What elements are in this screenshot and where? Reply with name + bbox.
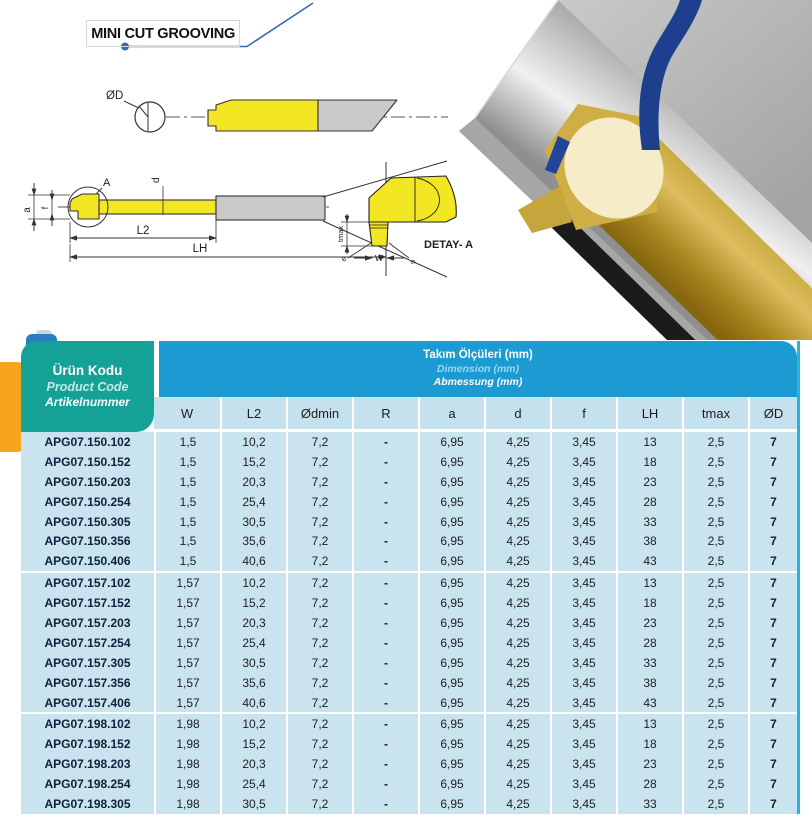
value-cell: 2,5 [682, 774, 748, 794]
value-cell: 20,3 [220, 754, 286, 774]
value-cell: 7,2 [286, 714, 352, 734]
value-cell: 7,2 [286, 512, 352, 532]
value-cell: 7,2 [286, 653, 352, 673]
value-cell: 6,95 [418, 794, 484, 814]
value-cell: - [352, 693, 418, 715]
value-cell: 43 [616, 551, 682, 573]
value-cell: 25,4 [220, 633, 286, 653]
product-code-cell: APG07.150.254 [21, 492, 154, 512]
value-cell: - [352, 653, 418, 673]
value-cell: 6,95 [418, 531, 484, 551]
column-header: tmax [682, 397, 748, 432]
product-code-cell: APG07.198.152 [21, 734, 154, 754]
table-row [21, 432, 797, 452]
value-cell: 3,45 [550, 573, 616, 593]
value-cell: 6,95 [418, 714, 484, 734]
value-cell: 7,2 [286, 452, 352, 472]
value-cell: - [352, 613, 418, 633]
value-cell: 4,25 [484, 774, 550, 794]
value-cell: 4,25 [484, 551, 550, 573]
detail-title: DETAY- A [424, 239, 474, 251]
table-row [21, 472, 797, 492]
value-cell: 13 [616, 714, 682, 734]
value-cell: 7,2 [286, 573, 352, 593]
value-cell: 2,5 [682, 693, 748, 715]
tool-shank-gray [318, 100, 397, 131]
value-cell: 7,2 [286, 593, 352, 613]
value-cell: 3,45 [550, 593, 616, 613]
value-cell: 7 [748, 774, 797, 794]
value-cell: 2,5 [682, 714, 748, 734]
value-cell: 7 [748, 714, 797, 734]
value-cell: 1,98 [154, 734, 220, 754]
value-cell: 6,95 [418, 512, 484, 532]
application-render [459, 0, 812, 340]
value-cell: 2,5 [682, 754, 748, 774]
value-cell: 10,2 [220, 432, 286, 452]
value-cell: 1,98 [154, 714, 220, 734]
value-cell: 7 [748, 531, 797, 551]
value-cell: - [352, 452, 418, 472]
value-cell: 3,45 [550, 613, 616, 633]
value-cell: 15,2 [220, 593, 286, 613]
value-cell: 3,45 [550, 492, 616, 512]
insert-profile [369, 176, 456, 222]
value-cell: 7 [748, 551, 797, 573]
value-cell: 6,95 [418, 452, 484, 472]
value-cell: 7,2 [286, 693, 352, 715]
value-cell: 28 [616, 633, 682, 653]
value-cell: 1,5 [154, 472, 220, 492]
od-dim-label: ØD [106, 90, 124, 102]
product-code-cell: APG07.198.203 [21, 754, 154, 774]
value-cell: 3,45 [550, 432, 616, 452]
value-cell: 7,2 [286, 613, 352, 633]
tmax-dim-label: tmax [336, 225, 345, 243]
value-cell: - [352, 734, 418, 754]
column-header: ØD [748, 397, 797, 432]
value-cell: 2,5 [682, 593, 748, 613]
value-cell: 7 [748, 633, 797, 653]
value-cell: 3,45 [550, 531, 616, 551]
value-cell: 7 [748, 794, 797, 814]
value-cell: 18 [616, 593, 682, 613]
value-cell: 4,25 [484, 472, 550, 492]
value-cell: 4,25 [484, 673, 550, 693]
table-row [21, 531, 797, 551]
detail-ref-label: A [103, 177, 111, 189]
value-cell: 7 [748, 673, 797, 693]
value-cell: 1,98 [154, 754, 220, 774]
column-header: d [484, 397, 550, 432]
value-cell: 4,25 [484, 593, 550, 613]
product-code-cell: APG07.198.254 [21, 774, 154, 794]
value-cell: 3,45 [550, 472, 616, 492]
value-cell: 1,57 [154, 673, 220, 693]
value-cell: 2,5 [682, 613, 748, 633]
value-cell: 3,45 [550, 754, 616, 774]
table-row [21, 613, 797, 633]
tool-shank [216, 196, 325, 220]
product-code-cell: APG07.198.305 [21, 794, 154, 814]
value-cell: - [352, 573, 418, 593]
value-cell: 7,2 [286, 432, 352, 452]
column-header: f [550, 397, 616, 432]
table-row [21, 754, 797, 774]
value-cell: 6,95 [418, 754, 484, 774]
value-cell: - [352, 794, 418, 814]
value-cell: 6,95 [418, 472, 484, 492]
value-cell: 38 [616, 673, 682, 693]
table-row [21, 794, 797, 814]
f-dim-label: f [40, 206, 51, 210]
value-cell: 40,6 [220, 551, 286, 573]
value-cell: 7,2 [286, 633, 352, 653]
value-cell: 6,95 [418, 633, 484, 653]
value-cell: - [352, 512, 418, 532]
page-title-text: MINI CUT GROOVING [91, 25, 235, 42]
technical-drawings [0, 0, 812, 340]
value-cell: 4,25 [484, 573, 550, 593]
value-cell: 6,95 [418, 673, 484, 693]
product-code-cell: APG07.150.356 [21, 531, 154, 551]
product-code-cell: APG07.157.254 [21, 633, 154, 653]
value-cell: 6,95 [418, 734, 484, 754]
value-cell: 4,25 [484, 653, 550, 673]
value-cell: 20,3 [220, 613, 286, 633]
insert-neck [369, 222, 388, 246]
page-title [86, 20, 240, 47]
table-row [21, 593, 797, 613]
value-cell: - [352, 551, 418, 573]
value-cell: 6,95 [418, 551, 484, 573]
value-cell: 1,57 [154, 633, 220, 653]
value-cell: 3,45 [550, 714, 616, 734]
dimension-header [154, 341, 797, 397]
column-header: R [352, 397, 418, 432]
value-cell: 4,25 [484, 714, 550, 734]
column-header: LH [616, 397, 682, 432]
value-cell: 43 [616, 693, 682, 715]
value-cell: 2,5 [682, 653, 748, 673]
table-row [21, 714, 797, 734]
value-cell: 3,45 [550, 673, 616, 693]
value-cell: 30,5 [220, 794, 286, 814]
value-cell: 28 [616, 774, 682, 794]
value-cell: 4,25 [484, 613, 550, 633]
value-cell: 2,5 [682, 432, 748, 452]
product-header-en: Product Code [46, 379, 129, 394]
value-cell: 30,5 [220, 653, 286, 673]
value-cell: 1,57 [154, 693, 220, 715]
angle-left-label: e [339, 253, 349, 264]
product-code-cell: APG07.150.203 [21, 472, 154, 492]
value-cell: 18 [616, 452, 682, 472]
table-row [21, 492, 797, 512]
value-cell: 4,25 [484, 794, 550, 814]
value-cell: 23 [616, 613, 682, 633]
value-cell: 1,98 [154, 774, 220, 794]
product-code-cell: APG07.150.305 [21, 512, 154, 532]
table-row [21, 573, 797, 593]
value-cell: 2,5 [682, 734, 748, 754]
value-cell: - [352, 492, 418, 512]
value-cell: 7,2 [286, 531, 352, 551]
value-cell: - [352, 774, 418, 794]
value-cell: 7 [748, 452, 797, 472]
table-row [21, 633, 797, 653]
value-cell: 10,2 [220, 573, 286, 593]
tool-side-view [106, 90, 448, 132]
column-header: Ødmin [286, 397, 352, 432]
value-cell: 3,45 [550, 512, 616, 532]
value-cell: 6,95 [418, 432, 484, 452]
value-cell: 2,5 [682, 492, 748, 512]
value-cell: 3,45 [550, 774, 616, 794]
value-cell: 7 [748, 573, 797, 593]
value-cell: 7 [748, 512, 797, 532]
table-row [21, 653, 797, 673]
value-cell: 6,95 [418, 774, 484, 794]
tool-body-yellow [208, 100, 318, 131]
value-cell: 7,2 [286, 754, 352, 774]
value-cell: 1,5 [154, 531, 220, 551]
value-cell: 23 [616, 754, 682, 774]
tool-head [70, 194, 99, 219]
value-cell: 6,95 [418, 653, 484, 673]
detail-view [336, 176, 473, 267]
product-code-cell: APG07.198.102 [21, 714, 154, 734]
value-cell: 35,6 [220, 531, 286, 551]
value-cell: 2,5 [682, 573, 748, 593]
value-cell: 33 [616, 512, 682, 532]
value-cell: 7,2 [286, 472, 352, 492]
product-code-header [21, 341, 154, 432]
value-cell: 1,57 [154, 573, 220, 593]
value-cell: 1,5 [154, 551, 220, 573]
value-cell: 7 [748, 432, 797, 452]
value-cell: 7 [748, 472, 797, 492]
value-cell: 4,25 [484, 754, 550, 774]
value-cell: 1,5 [154, 452, 220, 472]
product-code-cell: APG07.150.406 [21, 551, 154, 573]
value-cell: 7 [748, 693, 797, 715]
value-cell: 7 [748, 734, 797, 754]
value-cell: 7 [748, 593, 797, 613]
value-cell: - [352, 432, 418, 452]
value-cell: 6,95 [418, 573, 484, 593]
value-cell: 1,57 [154, 653, 220, 673]
value-cell: 30,5 [220, 512, 286, 532]
value-cell: 35,6 [220, 673, 286, 693]
value-cell: 40,6 [220, 693, 286, 715]
value-cell: 4,25 [484, 492, 550, 512]
value-cell: 2,5 [682, 452, 748, 472]
product-code-cell: APG07.157.203 [21, 613, 154, 633]
value-cell: 18 [616, 734, 682, 754]
column-header: a [418, 397, 484, 432]
value-cell: 4,25 [484, 734, 550, 754]
value-cell: 1,5 [154, 512, 220, 532]
a-dim-label: a [22, 207, 33, 213]
column-header: L2 [220, 397, 286, 432]
value-cell: 2,5 [682, 512, 748, 532]
value-cell: 7 [748, 754, 797, 774]
value-cell: 23 [616, 472, 682, 492]
product-code-cell: APG07.157.356 [21, 673, 154, 693]
value-cell: 6,95 [418, 693, 484, 715]
value-cell: 2,5 [682, 794, 748, 814]
w-dim-label: W [374, 253, 384, 263]
value-cell: 15,2 [220, 734, 286, 754]
value-cell: 1,5 [154, 492, 220, 512]
value-cell: 25,4 [220, 774, 286, 794]
value-cell: 15,2 [220, 452, 286, 472]
table-row [21, 734, 797, 754]
value-cell: 6,95 [418, 613, 484, 633]
value-cell: 4,25 [484, 633, 550, 653]
lh-dim-label: LH [192, 243, 208, 255]
value-cell: 1,57 [154, 613, 220, 633]
value-cell: 3,45 [550, 693, 616, 715]
product-code-cell: APG07.157.406 [21, 693, 154, 715]
value-cell: 7,2 [286, 774, 352, 794]
value-cell: 7,2 [286, 492, 352, 512]
value-cell: 7 [748, 613, 797, 633]
value-cell: - [352, 633, 418, 653]
d-dim-label: d [151, 177, 162, 183]
value-cell: 3,45 [550, 551, 616, 573]
value-cell: 3,45 [550, 633, 616, 653]
value-cell: 38 [616, 531, 682, 551]
value-cell: 7,2 [286, 551, 352, 573]
value-cell: 7 [748, 492, 797, 512]
value-cell: 2,5 [682, 472, 748, 492]
value-cell: 25,4 [220, 492, 286, 512]
value-cell: - [352, 593, 418, 613]
angle-right-label: e [408, 257, 419, 267]
table-row [21, 452, 797, 472]
table-row [21, 693, 797, 715]
value-cell: 4,25 [484, 432, 550, 452]
value-cell: - [352, 472, 418, 492]
value-cell: 3,45 [550, 452, 616, 472]
value-cell: 7,2 [286, 734, 352, 754]
value-cell: 33 [616, 653, 682, 673]
product-header-de: Artikelnummer [45, 395, 130, 410]
value-cell: 13 [616, 573, 682, 593]
dimension-header-de: Abmessung (mm) [433, 376, 523, 389]
product-code-cell: APG07.157.305 [21, 653, 154, 673]
table-row [21, 512, 797, 532]
value-cell: 7 [748, 653, 797, 673]
product-code-cell: APG07.157.152 [21, 593, 154, 613]
value-cell: - [352, 673, 418, 693]
value-cell: - [352, 714, 418, 734]
table-row [21, 673, 797, 693]
value-cell: 3,45 [550, 794, 616, 814]
l2-dim-label: L2 [136, 225, 150, 237]
value-cell: - [352, 754, 418, 774]
value-cell: 1,57 [154, 593, 220, 613]
value-cell: 1,98 [154, 794, 220, 814]
value-cell: 33 [616, 794, 682, 814]
dimension-header-tr: Takım Ölçüleri (mm) [423, 348, 533, 361]
value-cell: 6,95 [418, 492, 484, 512]
value-cell: - [352, 531, 418, 551]
product-header-tr: Ürün Kodu [52, 362, 123, 378]
value-cell: 7,2 [286, 673, 352, 693]
value-cell: 2,5 [682, 633, 748, 653]
value-cell: 4,25 [484, 512, 550, 532]
value-cell: 1,5 [154, 432, 220, 452]
table-body [21, 432, 797, 814]
value-cell: 4,25 [484, 452, 550, 472]
column-header: W [154, 397, 220, 432]
tool-bar [99, 200, 216, 214]
value-cell: 4,25 [484, 531, 550, 551]
table-row [21, 774, 797, 794]
table-row [21, 551, 797, 573]
value-cell: 10,2 [220, 714, 286, 734]
value-cell: 13 [616, 432, 682, 452]
value-cell: 28 [616, 492, 682, 512]
value-cell: 3,45 [550, 653, 616, 673]
product-code-cell: APG07.150.152 [21, 452, 154, 472]
value-cell: 7,2 [286, 794, 352, 814]
value-cell: 2,5 [682, 673, 748, 693]
value-cell: 20,3 [220, 472, 286, 492]
value-cell: 4,25 [484, 693, 550, 715]
product-code-cell: APG07.157.102 [21, 573, 154, 593]
product-code-cell: APG07.150.102 [21, 432, 154, 452]
value-cell: 6,95 [418, 593, 484, 613]
dimension-header-en: Dimension (mm) [436, 362, 520, 375]
value-cell: 2,5 [682, 551, 748, 573]
value-cell: 2,5 [682, 531, 748, 551]
product-table [21, 341, 800, 814]
value-cell: 3,45 [550, 734, 616, 754]
